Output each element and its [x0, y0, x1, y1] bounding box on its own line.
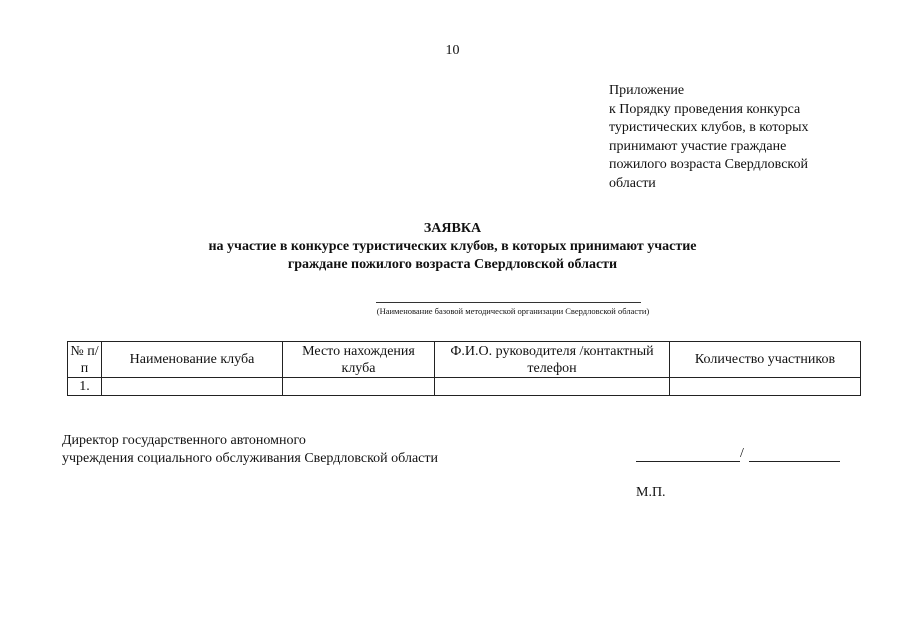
appendix-line: Приложение — [609, 83, 685, 98]
signature-separator: / — [740, 446, 744, 461]
appendix-note — [609, 82, 809, 194]
organization-caption: (Наименование базовой методической организации Свердловской области) — [376, 306, 650, 316]
cell-club-name — [102, 378, 283, 396]
cell-number: 1. — [68, 378, 102, 396]
header-club-name: Наименование клуба — [102, 342, 283, 378]
appendix-line: принимают участие граждане — [609, 138, 787, 154]
signature-line — [636, 461, 740, 462]
director-title — [62, 432, 438, 468]
cell-location — [283, 378, 435, 396]
header-leader-contact: Ф.И.О. руководителя /контактный телефон — [435, 342, 670, 378]
organization-name-line — [376, 302, 641, 303]
header-location: Место нахождения клуба — [283, 342, 435, 378]
cell-leader-contact — [435, 378, 670, 396]
page-number: 10 — [445, 43, 460, 58]
director-line-2: учреждения социального обслуживания Свердловской области — [62, 451, 438, 466]
table-row — [68, 378, 861, 396]
header-participants: Количество участников — [670, 342, 861, 378]
header-number: № п/п — [68, 342, 102, 378]
title-heading: ЗАЯВКА — [423, 221, 482, 236]
application-table — [67, 341, 861, 396]
document-title — [0, 220, 905, 274]
appendix-line: к Порядку проведения конкурса — [609, 101, 801, 117]
director-line-1: Директор государственного автономного — [62, 433, 306, 448]
appendix-line: туристических клубов, в которых — [609, 120, 809, 136]
stamp-placeholder: М.П. — [636, 485, 666, 500]
title-line-1: на участие в конкурсе туристических клубов, в которых принимают участие — [208, 239, 697, 254]
name-line — [749, 461, 840, 462]
table-header-row — [68, 342, 861, 378]
title-line-2: граждане пожилого возраста Свердловской области — [287, 257, 618, 272]
cell-participants — [670, 378, 861, 396]
appendix-line: пожилого возраста Свердловской — [609, 157, 808, 173]
appendix-line: области — [609, 175, 656, 191]
